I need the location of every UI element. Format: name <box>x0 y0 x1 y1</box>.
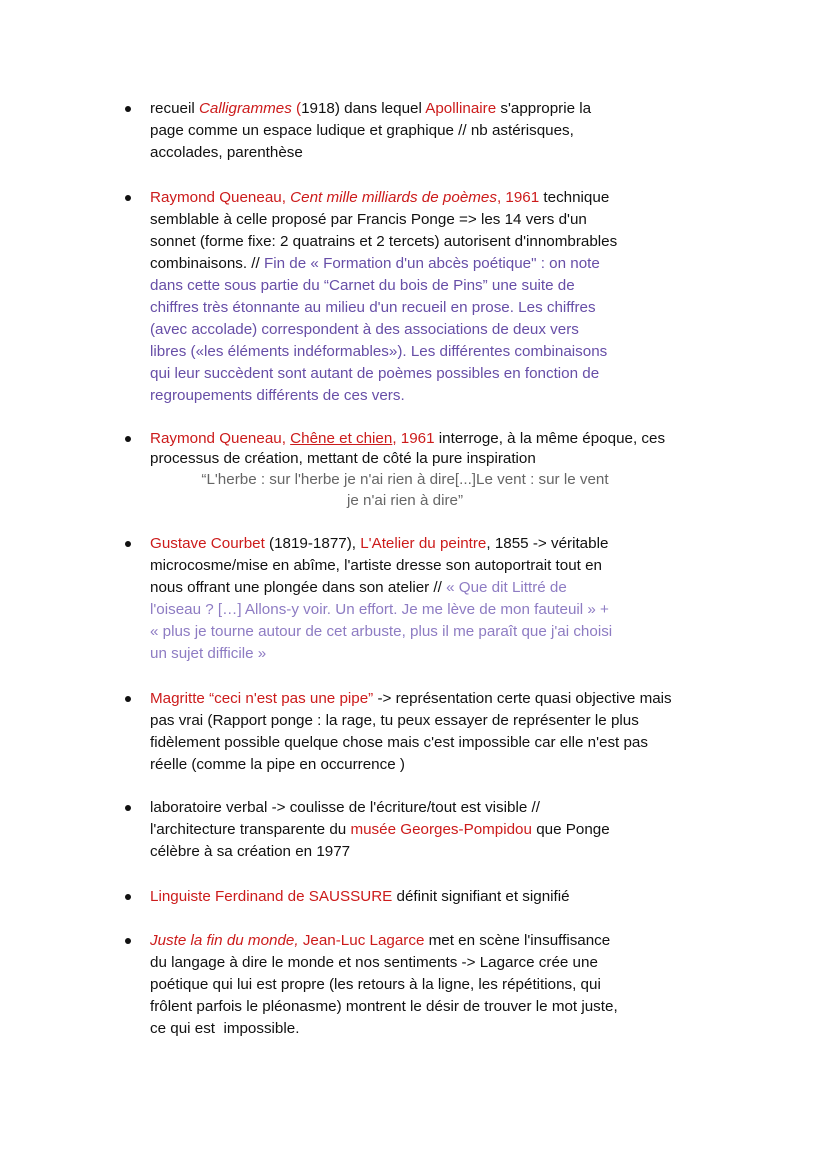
note-line: regroupements différents de ces vers. <box>150 387 405 404</box>
note-line: (avec accolade) correspondent à des associations de deux vers <box>150 321 579 338</box>
quote-text: « Que dit Littré de <box>446 579 567 596</box>
text: s'approprie la <box>496 100 592 117</box>
text-line <box>150 886 740 908</box>
note-line: qui leur succèdent sont autant de poèmes possibles en fonction de <box>150 365 600 382</box>
quote-line: “L'herbe : sur l'herbe je n'ai rien à dire[...]Le vent : sur le vent <box>201 471 609 488</box>
text: 1918) dans lequel <box>301 100 426 117</box>
note-line: dans cette sous partie du “Carnet du bois de Pins” une suite de <box>150 277 575 294</box>
author-name: Linguiste Ferdinand de SAUSSURE <box>150 888 393 905</box>
text-line <box>150 429 740 449</box>
text-line: processus de création, mettant de côté la pure inspiration <box>150 450 536 467</box>
author-name: Jean-Luc Lagarce <box>298 932 425 949</box>
work-title: L'Atelier du peintre <box>360 535 487 552</box>
bullet-icon <box>125 541 131 547</box>
work-title: Juste la fin du monde, <box>150 932 299 949</box>
text: (1819-1877), <box>264 535 361 552</box>
quote-line: je n'ai rien à dire” <box>346 492 464 509</box>
text-line <box>150 98 740 120</box>
place-name: musée Georges-Pompidou <box>350 821 532 838</box>
text-line <box>150 253 740 275</box>
bullet-icon <box>125 106 131 112</box>
text-line: fidèlement possible quelque chose mais c'est impossible car elle n'est pas <box>150 734 648 751</box>
list-item-lagarce <box>150 930 740 1040</box>
text: définit signifiant et signifié <box>392 888 570 905</box>
bullet-icon <box>125 805 131 811</box>
text-line: poétique qui lui est propre (les retours à la ligne, les répétitions, qui <box>150 976 601 993</box>
text: l'architecture transparente du <box>150 821 351 838</box>
author-name: Raymond Queneau, <box>150 189 291 206</box>
text-line <box>150 187 740 209</box>
text-line: semblable à celle proposé par Francis Ponge => les 14 vers d'un <box>150 211 587 228</box>
text: combinaisons. // <box>150 255 264 272</box>
text: , 1855 -> véritable <box>486 535 609 552</box>
author-name: Apollinaire <box>425 100 497 117</box>
text-line: laboratoire verbal -> coulisse de l'écriture/tout est visible // <box>150 799 540 816</box>
work-title: Chêne et chien <box>290 430 393 447</box>
author-name: Gustave Courbet <box>150 535 265 552</box>
text-line <box>150 819 740 841</box>
list-item-queneau-chene <box>150 429 740 511</box>
work-title: Cent mille milliards de poèmes <box>290 189 497 206</box>
text-line: frôlent parfois le pléonasme) montrent le désir de trouver le mot juste, <box>150 998 618 1015</box>
bullet-icon <box>125 436 131 442</box>
year: , 1961 <box>496 189 540 206</box>
text: met en scène l'insuffisance <box>424 932 611 949</box>
note-line: chiffres très étonnante au milieu d'un recueil en prose. Les chiffres <box>150 299 596 316</box>
text-line: accolades, parenthèse <box>150 144 303 161</box>
year: , 1961 <box>392 430 435 447</box>
text-line: du langage à dire le monde et nos sentiments -> Lagarce crée une <box>150 954 598 971</box>
list-item-saussure <box>150 886 740 908</box>
text-line: réelle (comme la pipe en occurrence ) <box>150 756 405 773</box>
text-line: pas vrai (Rapport ponge : la rage, tu peux essayer de représenter le plus <box>150 712 639 729</box>
text-line <box>150 930 740 952</box>
text-line <box>150 533 740 555</box>
list-item-courbet <box>150 533 740 665</box>
artwork-reference: Magritte “ceci n'est pas une pipe” <box>150 690 374 707</box>
text-line: microcosme/mise en abîme, l'artiste dresse son autoportrait tout en <box>150 557 602 574</box>
note-line: libres («les éléments indéformables»). Les différentes combinaisons <box>150 343 608 360</box>
list-item-queneau-cent-mille <box>150 187 740 407</box>
author-name: Raymond Queneau, <box>150 430 291 447</box>
text: technique <box>539 189 610 206</box>
quote-line: « plus je tourne autour de cet arbuste, plus il me paraît que j'ai choisi <box>150 623 613 640</box>
quote-line: l'oiseau ? […] Allons-y voir. Un effort. Je me lève de mon fauteuil » + <box>150 601 609 618</box>
text-line: sonnet (forme fixe: 2 quatrains et 2 tercets) autorisent d'innombrables <box>150 233 618 250</box>
work-title: Calligrammes <box>198 100 292 117</box>
text-line <box>150 577 740 599</box>
bullet-icon <box>125 938 131 944</box>
text: interroge, à la même époque, ces <box>434 430 666 447</box>
list-item-magritte <box>150 688 740 776</box>
text: que Ponge <box>531 821 610 838</box>
text-line <box>150 688 740 710</box>
list-item-laboratoire <box>150 797 740 863</box>
text: -> représentation certe quasi objective mais <box>373 690 672 707</box>
text: recueil <box>150 100 199 117</box>
text: nous offrant une plongée dans son atelier // <box>150 579 447 596</box>
quote-block <box>150 469 740 511</box>
list-item-apollinaire <box>150 98 740 164</box>
text: ( <box>291 100 302 117</box>
note-text: Fin de « Formation d'un abcès poétique" : on note <box>263 255 600 272</box>
bullet-icon <box>125 894 131 900</box>
bullet-icon <box>125 696 131 702</box>
text-line: page comme un espace ludique et graphique // nb astérisques, <box>150 122 574 139</box>
quote-line: un sujet difficile » <box>150 645 267 662</box>
bullet-icon <box>125 195 131 201</box>
text-line: célèbre à sa création en 1977 <box>150 843 351 860</box>
text-line: ce qui est impossible. <box>150 1020 300 1037</box>
